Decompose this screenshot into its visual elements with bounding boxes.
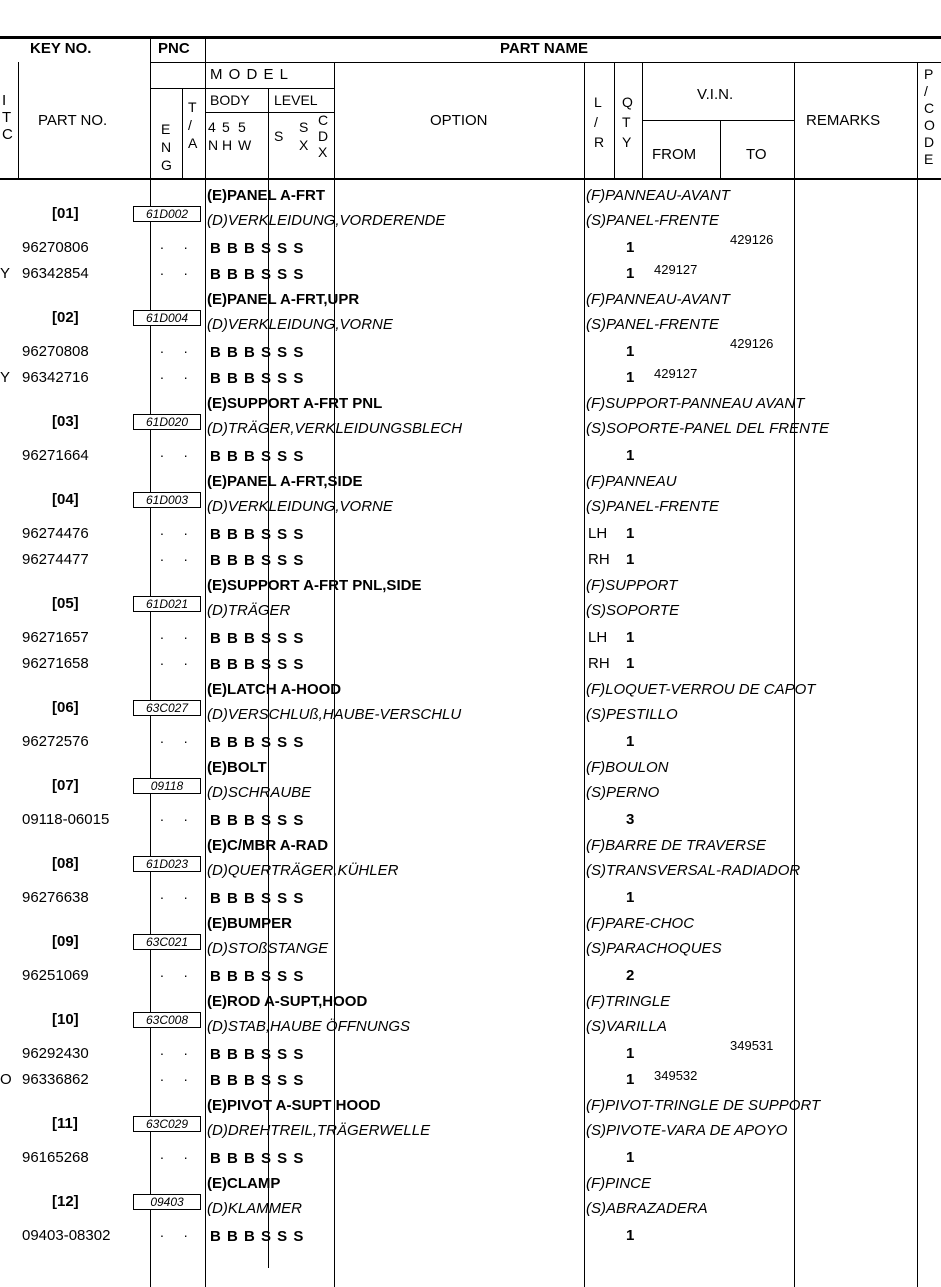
pnc-code: 63C027 [133,700,201,716]
key-number: [09] [52,933,79,950]
part-name-en: (E)BUMPER [207,915,292,932]
model-codes: B B B S S S [210,890,305,907]
vin-rule [642,120,794,121]
vin-to: 349531 [730,1038,774,1053]
part-name-en: (E)CLAMP [207,1175,281,1192]
key-number: [05] [52,595,79,612]
col-line [614,62,615,178]
model-header: M O D E L [210,66,290,83]
part-name-de: (D)SCHRAUBE [207,784,312,801]
key-number: [06] [52,699,79,716]
part-number: 09118-06015 [22,811,110,828]
level-sx: S X [299,119,309,153]
part-name-en: (E)SUPPORT A-FRT PNL [207,395,383,412]
part-number: 96271658 [22,655,89,672]
part-name-header: PART NAME [500,40,589,57]
part-name-es: (S)ABRAZADERA [586,1200,708,1217]
quantity: 1 [626,1071,635,1088]
quantity: 1 [626,447,635,464]
body-header: BODY [210,92,250,108]
model-codes: B B B S S S [210,344,305,361]
pnc-code: 09118 [133,778,201,794]
itc-header: I T C [2,92,13,143]
part-name-de: (D)QUERTRÄGER,KÜHLER [207,862,399,879]
eng-ta-dots: . . [160,1224,196,1240]
part-number: 96274476 [22,525,89,542]
quantity: 3 [626,811,635,828]
part-no-header: PART NO. [38,112,108,129]
part-name-en: (E)PANEL A-FRT,UPR [207,291,360,308]
part-name-es: (S)PANEL-FRENTE [586,212,720,229]
eng-ta-dots: . . [160,522,196,538]
body-cols: 4 N5 H5 W [208,119,252,153]
col-line [642,62,643,178]
pnc-header: PNC [158,40,190,57]
vin-from: 429127 [654,366,698,381]
part-name-en: (E)PANEL A-FRT,SIDE [207,473,363,490]
remarks-header: REMARKS [806,112,881,129]
vin-from: 429127 [654,262,698,277]
part-number: 96270808 [22,343,89,360]
lr-side: RH [588,551,610,568]
part-name-de: (D)STOßSTANGE [207,940,329,957]
part-number: 96251069 [22,967,89,984]
eng-ta-dots: . . [160,886,196,902]
col-line [205,39,206,1287]
part-name-es: (S)PARACHOQUES [586,940,722,957]
part-name-en: (E)C/MBR A-RAD [207,837,329,854]
part-name-es: (S)PIVOTE-VARA DE APOYO [586,1122,788,1139]
quantity: 1 [626,1227,635,1244]
level-cdx: C D X [318,112,329,160]
part-name-fr: (F)BOULON [586,759,669,776]
key-number: [10] [52,1011,79,1028]
to-header: TO [746,146,767,163]
key-no-header: KEY NO. [30,40,92,57]
part-number: 96342716 [22,369,89,386]
key-number: [11] [52,1115,78,1132]
key-number: [03] [52,413,79,430]
model-codes: B B B S S S [210,526,305,543]
col-line [720,120,721,178]
key-number: [01] [52,205,79,222]
quantity: 1 [626,733,635,750]
pcode-header: P / C O D E [924,66,935,167]
eng-ta-dots: . . [160,444,196,460]
eng-ta-dots: . . [160,340,196,356]
part-name-fr: (F)SUPPORT-PANNEAU AVANT [586,395,805,412]
from-header: FROM [652,146,697,163]
part-number: 96272576 [22,733,89,750]
part-number: 96271664 [22,447,89,464]
quantity: 1 [626,655,635,672]
part-name-fr: (F)TRINGLE [586,993,671,1010]
part-name-en: (E)LATCH A-HOOD [207,681,342,698]
pnc-code: 61D021 [133,596,201,612]
vin-to: 429126 [730,336,774,351]
eng-ta-dots: . . [160,730,196,746]
option-header: OPTION [430,112,488,129]
lr-header: L / R [594,94,605,150]
col-line [584,62,585,1287]
key-number: [04] [52,491,79,508]
pnc-code: 61D002 [133,206,201,222]
body-rule [205,112,334,113]
part-name-fr: (F)PANNEAU-AVANT [586,291,730,308]
key-number: [07] [52,777,79,794]
part-name-en: (E)PANEL A-FRT [207,187,326,204]
model-codes: B B B S S S [210,968,305,985]
part-name-es: (S)PERNO [586,784,660,801]
model-codes: B B B S S S [210,240,305,257]
model-codes: B B B S S S [210,1046,305,1063]
part-name-fr: (F)PANNEAU-AVANT [586,187,730,204]
quantity: 1 [626,265,635,282]
col-line [268,88,269,1268]
part-number: 96165268 [22,1149,89,1166]
key-number: [02] [52,309,79,326]
quantity: 1 [626,239,635,256]
part-name-fr: (F)SUPPORT [586,577,678,594]
col-line [182,88,183,178]
quantity: 2 [626,967,635,984]
header-rule-1 [150,62,941,63]
part-name-fr: (F)PIVOT-TRINGLE DE SUPPORT [586,1097,821,1114]
part-name-en: (E)PIVOT A-SUPT HOOD [207,1097,381,1114]
quantity: 1 [626,629,635,646]
eng-ta-dots: . . [160,652,196,668]
pnc-code: 61D003 [133,492,201,508]
part-name-en: (E)ROD A-SUPT,HOOD [207,993,368,1010]
pnc-code: 61D023 [133,856,201,872]
eng-ta-dots: . . [160,236,196,252]
model-codes: B B B S S S [210,656,305,673]
model-codes: B B B S S S [210,370,305,387]
part-name-es: (S)SOPORTE-PANEL DEL FRENTE [586,420,830,437]
pnc-code: 63C008 [133,1012,201,1028]
eng-ta-dots: . . [160,626,196,642]
pnc-code: 63C021 [133,934,201,950]
part-name-de: (D)VERKLEIDUNG,VORDERENDE [207,212,446,229]
part-name-de: (D)STAB,HAUBE ÖFFNUNGS [207,1018,411,1035]
model-codes: B B B S S S [210,630,305,647]
pnc-code: 61D020 [133,414,201,430]
part-name-en: (E)SUPPORT A-FRT PNL,SIDE [207,577,422,594]
eng-header: E N G [161,121,172,173]
part-name-es: (S)TRANSVERSAL-RADIADOR [586,862,801,879]
part-name-de: (D)VERKLEIDUNG,VORNE [207,316,393,333]
qty-header: Q T Y [622,94,633,150]
vin-to: 429126 [730,232,774,247]
pnc-code: 09403 [133,1194,201,1210]
part-name-de: (D)DREHTREIL,TRÄGERWELLE [207,1122,431,1139]
eng-ta-dots: . . [160,808,196,824]
itc-flag: Y [0,265,11,282]
part-number: 96276638 [22,889,89,906]
lr-side: LH [588,525,608,542]
part-name-fr: (F)BARRE DE TRAVERSE [586,837,767,854]
itc-flag: Y [0,369,11,386]
part-name-es: (S)PANEL-FRENTE [586,316,720,333]
part-name-de: (D)KLAMMER [207,1200,303,1217]
part-name-es: (S)SOPORTE [586,602,680,619]
top-rule [0,36,941,39]
model-codes: B B B S S S [210,552,305,569]
part-number: 96292430 [22,1045,89,1062]
model-codes: B B B S S S [210,1150,305,1167]
itc-flag: O [0,1071,12,1088]
vin-header: V.I.N. [697,86,734,103]
header-bottom-rule [0,178,941,180]
vin-from: 349532 [654,1068,698,1083]
model-codes: B B B S S S [210,812,305,829]
model-codes: B B B S S S [210,1228,305,1245]
quantity: 1 [626,551,635,568]
part-name-fr: (F)PANNEAU [586,473,677,490]
model-codes: B B B S S S [210,1072,305,1089]
eng-ta-dots: . . [160,964,196,980]
eng-ta-dots: . . [160,366,196,382]
part-name-fr: (F)LOQUET-VERROU DE CAPOT [586,681,816,698]
part-number: 96336862 [22,1071,89,1088]
eng-ta-dots: . . [160,1042,196,1058]
part-name-de: (D)TRÄGER [207,602,291,619]
eng-ta-dots: . . [160,1068,196,1084]
part-name-en: (E)BOLT [207,759,267,776]
col-line [18,62,19,178]
model-codes: B B B S S S [210,266,305,283]
part-name-fr: (F)PARE-CHOC [586,915,695,932]
quantity: 1 [626,889,635,906]
part-name-de: (D)VERSCHLUß,HAUBE-VERSCHLU [207,706,462,723]
model-codes: B B B S S S [210,448,305,465]
eng-ta-dots: . . [160,1146,196,1162]
part-name-es: (S)PESTILLO [586,706,678,723]
model-codes: B B B S S S [210,734,305,751]
part-number: 09403-08302 [22,1227,111,1244]
pnc-code: 63C029 [133,1116,201,1132]
part-name-fr: (F)PINCE [586,1175,651,1192]
lr-side: RH [588,655,610,672]
quantity: 1 [626,525,635,542]
quantity: 1 [626,1045,635,1062]
ta-header: T / A [188,99,198,151]
part-name-de: (D)VERKLEIDUNG,VORNE [207,498,393,515]
part-name-es: (S)VARILLA [586,1018,667,1035]
eng-ta-dots: . . [160,548,196,564]
col-line [150,39,151,1287]
eng-ta-dots: . . [160,262,196,278]
key-number: [12] [52,1193,79,1210]
col-line [917,62,918,1287]
part-name-de: (D)TRÄGER,VERKLEIDUNGSBLECH [207,420,463,437]
level-header: LEVEL [274,92,318,108]
quantity: 1 [626,369,635,386]
part-number: 96270806 [22,239,89,256]
part-number: 96271657 [22,629,89,646]
quantity: 1 [626,343,635,360]
part-number: 96274477 [22,551,89,568]
key-number: [08] [52,855,79,872]
level-s: S [274,128,284,144]
pnc-code: 61D004 [133,310,201,326]
part-number: 96342854 [22,265,89,282]
part-name-es: (S)PANEL-FRENTE [586,498,720,515]
quantity: 1 [626,1149,635,1166]
lr-side: LH [588,629,608,646]
model-rule [150,88,334,89]
